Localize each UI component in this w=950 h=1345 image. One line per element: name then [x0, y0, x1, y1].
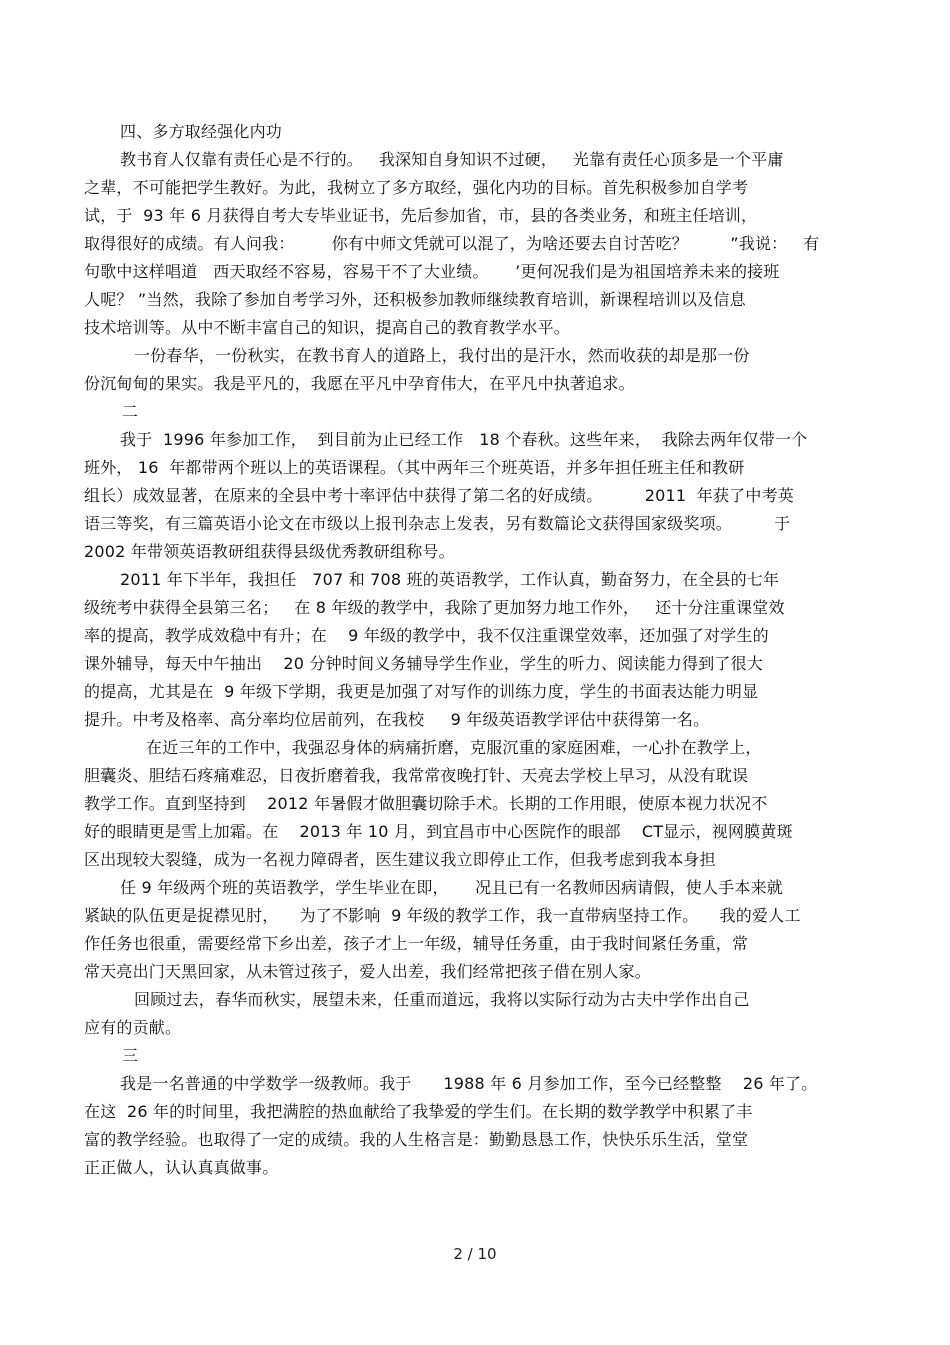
text-line: 课外辅导，每天中午抽出 20 分钟时间义务辅导学生作业，学生的听力、阅读能力得到了很大	[84, 654, 763, 673]
text-line: 常天亮出门天黑回家，从未管过孩子，爱人出差，我们经常把孩子借在别人家。	[84, 962, 652, 981]
text-line: 教书育人仅靠有责任心是不行的。 我深知自身知识不过硬， 光靠有责任心顶多是一个平庸	[120, 150, 784, 169]
text-line: 语三等奖，有三篇英语小论文在市级以上报刊杂志上发表，另有数篇论文获得国家级奖项。 于	[84, 514, 791, 533]
text-line: 作任务也很重，需要经常下乡出差，孩子才上一年级，辅导任务重，由于我时间紧任务重，常	[84, 934, 749, 953]
page-number: 2 / 10	[453, 1245, 497, 1263]
text-line: 之辈，不可能把学生教好。为此，我树立了多方取经，强化内功的目标。首先积极参加自学考	[84, 178, 749, 197]
text-line: 四、多方取经强化内功	[120, 122, 283, 141]
text-line: 句歌中这样唱道 西天取经不容易，容易干不了大业绩。 ’更何况我们是为祖国培养未来的接班	[84, 262, 780, 281]
text-line: 一份春华，一份秋实，在教书育人的道路上，我付出的是汗水，然而收获的却是那一份	[134, 346, 750, 365]
text-line: 在近三年的工作中，我强忍身体的病痛折磨，克服沉重的家庭困难，一心扑在教学上，	[146, 738, 762, 757]
text-line: 我于 1996 年参加工作， 到目前为止已经工作 18 个春秋。这些年来， 我除去两年仅带一个	[120, 430, 808, 449]
text-line: 级统考中获得全县第三名； 在 8 年级的教学中，我除了更加努力地工作外， 还十分注重课堂效	[84, 598, 785, 617]
text-line: 应有的贡献。	[84, 1018, 182, 1037]
text-line: 教学工作。直到坚持到 2012 年暑假才做胆囊切除手术。长期的工作用眼，使原本视力状况不	[84, 794, 768, 813]
text-line: 三	[122, 1046, 139, 1065]
text-line: 我是一名普通的中学数学一级教师。我于 1988 年 6 月参加工作，至今已经整整 26 年了。	[120, 1074, 818, 1093]
text-line: 2011 年下半年，我担任 707 和 708 班的英语教学，工作认真，勤奋努力，在全县的七年	[120, 570, 780, 589]
text-line: 好的眼睛更是雪上加霜。在 2013 年 10 月，到宜昌市中心医院作的眼部 CT显示，视网膜黄斑	[84, 822, 793, 841]
text-line: 二	[122, 402, 139, 421]
text-line: 提升。中考及格率、高分率均位居前列，在我校 9 年级英语教学评估中获得第一名。	[84, 710, 710, 729]
text-line: 紧缺的队伍更是捉襟见肘， 为了不影响 9 年级的教学工作，我一直带病坚持工作。 我的爱人工	[84, 906, 801, 925]
text-line: 2002 年带领英语教研组获得县级优秀教研组称号。	[84, 542, 455, 561]
text-line: 在这 26 年的时间里，我把满腔的热血献给了我挚爱的学生们。在长期的数学教学中积累了丰	[84, 1102, 753, 1121]
text-line: 人呢？ ”当然，我除了参加自考学习外，还积极参加教师继续教育培训，新课程培训以及信息	[84, 290, 746, 309]
text-line: 的提高，尤其是在 9 年级下学期，我更是加强了对写作的训练力度，学生的书面表达能力明显	[84, 682, 759, 701]
text-line: 组长）成效显著，在原来的全县中考十率评估中获得了第二名的好成绩。 2011 年获了中考英	[84, 486, 794, 505]
text-line: 任 9 年级两个班的英语教学，学生毕业在即， 况且已有一名教师因病请假，使人手本来就	[120, 878, 783, 897]
text-line: 区出现较大裂缝，成为一名视力障碍者，医生建议我立即停止工作，但我考虑到我本身担	[84, 850, 716, 869]
text-line: 富的教学经验。也取得了一定的成绩。我的人生格言是：勤勤恳恳工作，快快乐乐生活，堂堂	[84, 1130, 749, 1149]
text-line: 班外， 16 年都带两个班以上的英语课程。（其中两年三个班英语，并多年担任班主任和教研	[84, 458, 745, 477]
text-line: 取得很好的成绩。有人问我： 你有中师文凭就可以混了，为啥还要去自讨苦吃？ ”我说： 有	[84, 234, 820, 253]
text-line: 率的提高，教学成效稳中有升；在 9 年级的教学中，我不仅注重课堂效率，还加强了对学生的	[84, 626, 769, 645]
text-line: 份沉甸甸的果实。我是平凡的，我愿在平凡中孕育伟大，在平凡中执著追求。	[84, 374, 635, 393]
text-line: 胆囊炎、胆结石疼痛难忍，日夜折磨着我，我常常夜晚打针、天亮去学校上早习，从没有耽误	[84, 766, 749, 785]
text-line: 试，于 93 年 6 月获得自考大专毕业证书，先后参加省，市，县的各类业务，和班主任培训，	[84, 206, 758, 225]
text-line: 正正做人，认认真真做事。	[84, 1158, 279, 1177]
text-line: 技术培训等。从中不断丰富自己的知识，提高自己的教育教学水平。	[84, 318, 571, 337]
text-line: 回顾过去，春华而秋实，展望未来，任重而道远，我将以实际行动为古夫中学作出自己	[134, 990, 750, 1009]
